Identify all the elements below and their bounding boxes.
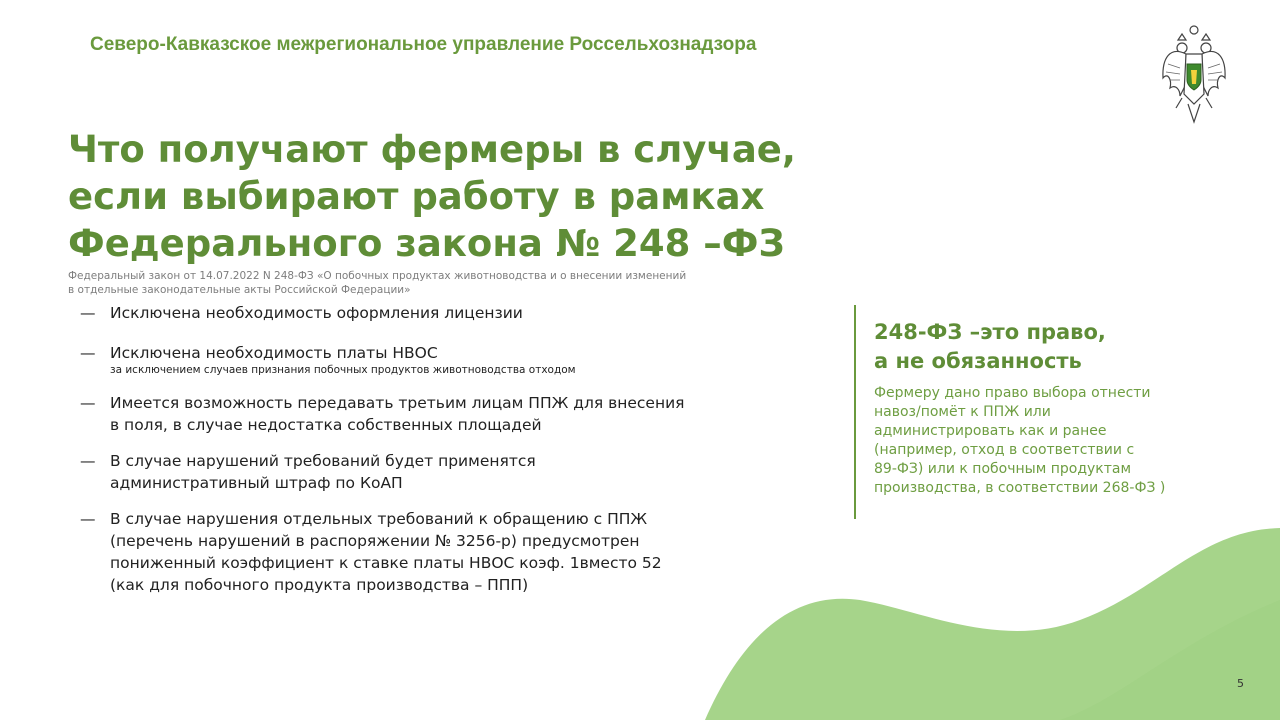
- title-line: Федерального закона № 248 –ФЗ: [68, 222, 785, 265]
- list-item-text: Исключена необходимость платы НВОС: [110, 344, 438, 362]
- list-item-text: В случае нарушений требований будет применятся: [110, 452, 536, 470]
- side-heading-line: а не обязанность: [874, 349, 1082, 373]
- list-item-text: Исключена необходимость оформления лицензии: [110, 304, 523, 322]
- dash-bullet: —: [80, 510, 96, 528]
- side-text-line: Фермеру дано право выбора отнести: [874, 385, 1151, 401]
- list-item-text: (перечень нарушений в распоряжении № 3256-р) предусмотрен: [110, 532, 640, 550]
- list-item-text: в поля, в случае недостатка собственных площадей: [110, 416, 542, 434]
- title-line: Что получают фермеры в случае,: [68, 128, 796, 171]
- organization-name: Северо-Кавказское межрегиональное управление Россельхознадзора: [90, 34, 757, 55]
- list-item-text: Имеется возможность передавать третьим лицам ППЖ для внесения: [110, 394, 685, 412]
- title-line: если выбирают работу в рамках: [68, 175, 765, 218]
- side-text-line: (например, отход в соответствии с: [874, 442, 1135, 458]
- dash-bullet: —: [80, 304, 96, 322]
- law-reference-line: в отдельные законодательные акты Российской Федерации»: [68, 284, 411, 296]
- dash-bullet: —: [80, 344, 96, 362]
- list-item-text: пониженный коэффициент к ставке платы НВОС коэф. 1вместо 52: [110, 554, 662, 572]
- side-text-line: администрировать как и ранее: [874, 423, 1107, 439]
- list-item-text: административный штраф по КоАП: [110, 474, 403, 492]
- side-text-line: навоз/помёт к ППЖ или: [874, 404, 1051, 420]
- list-item-text: (как для побочного продукта производства – ППП): [110, 576, 529, 594]
- dash-bullet: —: [80, 394, 96, 412]
- page-number: 5: [1237, 677, 1244, 690]
- side-heading-line: 248-ФЗ –это право,: [874, 320, 1106, 344]
- list-item-text: В случае нарушения отдельных требований к обращению с ППЖ: [110, 510, 648, 528]
- side-text-line: 89-ФЗ) или к побочным продуктам: [874, 461, 1132, 477]
- list-item-note: за исключением случаев признания побочных продуктов животноводства отходом: [110, 364, 576, 376]
- dash-bullet: —: [80, 452, 96, 470]
- side-text-line: производства, в соответствии 268-ФЗ ): [874, 480, 1166, 496]
- law-reference-line: Федеральный закон от 14.07.2022 N 248-ФЗ «О побочных продуктах животноводства и о внесении изменений: [68, 270, 687, 282]
